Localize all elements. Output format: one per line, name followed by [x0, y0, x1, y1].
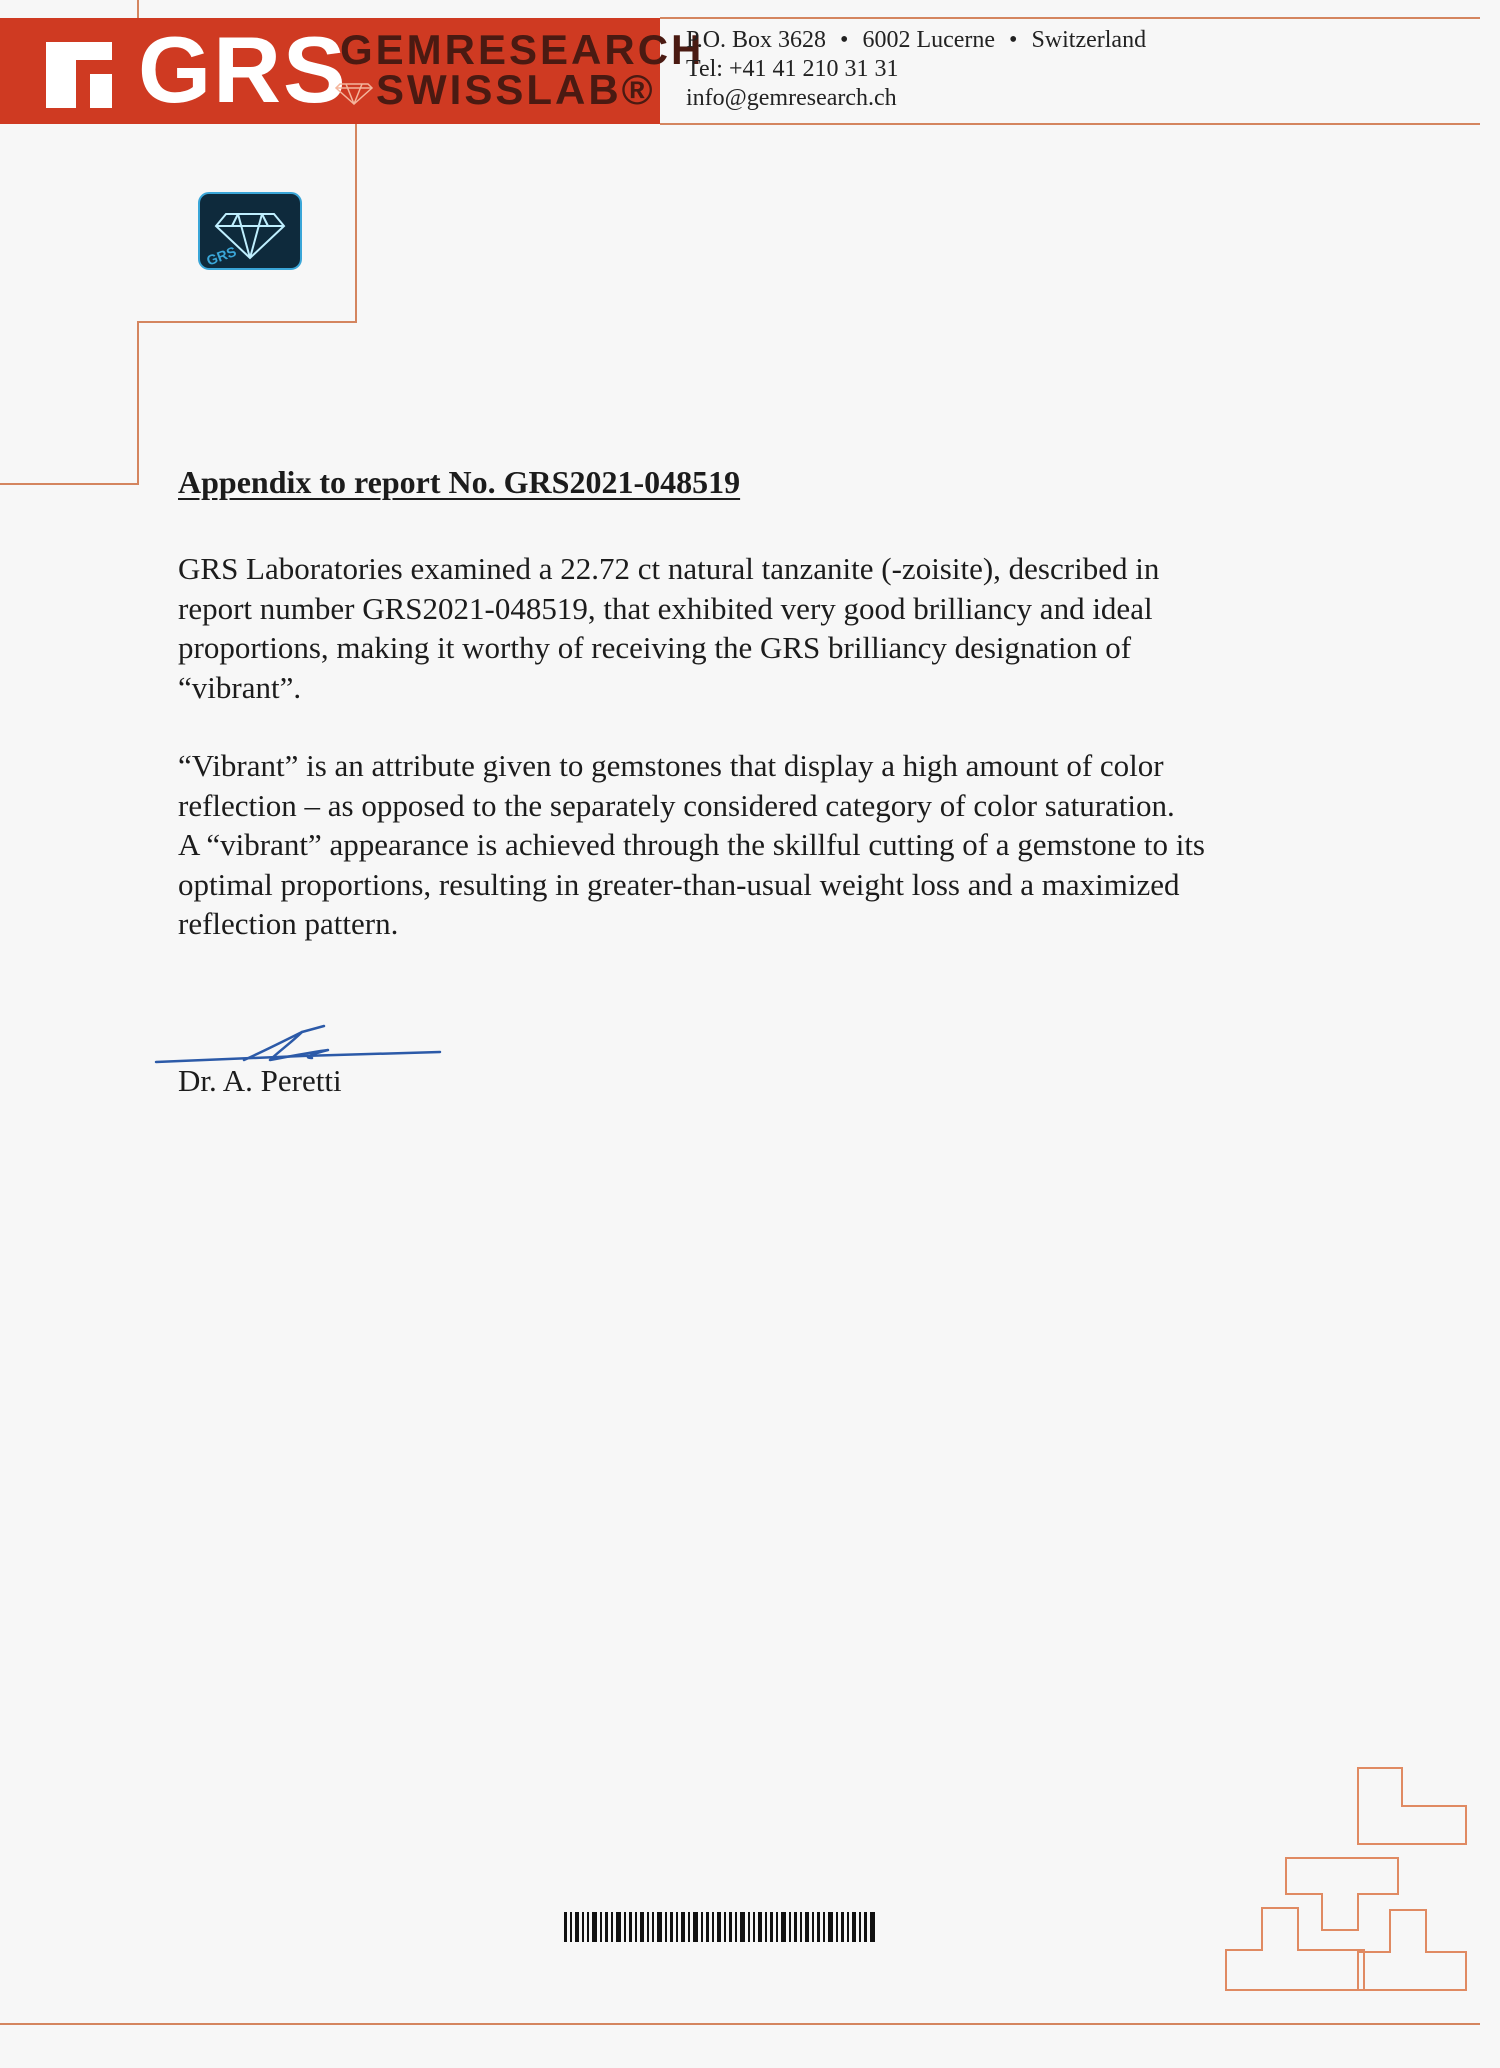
city: 6002 Lucerne [862, 27, 996, 53]
gem-icon [334, 76, 374, 106]
paragraph-line: reflection – as opposed to the separately considered category of color saturation. [178, 787, 1175, 823]
address-line [686, 26, 1146, 55]
document-title: Appendix to report No. GRS2021-048519 [178, 464, 741, 500]
diamond-hologram-icon [198, 192, 302, 270]
paragraph-line: GRS Laboratories examined a 22.72 ct natural tanzanite (-zoisite), described in [178, 551, 1160, 586]
paragraph-1 [178, 549, 1338, 707]
address-separator: • [840, 27, 849, 53]
paragraph-line: “vibrant”. [178, 669, 302, 705]
barcode-icon [564, 1912, 876, 1942]
hologram-text: GRS [204, 243, 239, 269]
brand-logo-text: GRS [138, 17, 348, 122]
telephone: Tel: +41 41 210 31 31 [686, 56, 899, 82]
paragraph-line: report number GRS2021-048519, that exhibited very good brilliancy and ideal [178, 590, 1153, 626]
signer-name: Dr. A. Peretti [178, 1063, 342, 1098]
email: info@gemresearch.ch [686, 85, 897, 111]
paragraph-2 [178, 746, 1338, 944]
address-separator: • [1009, 27, 1018, 53]
brand-name-line1: GEMRESEARCH [340, 26, 705, 73]
paragraph-line: reflection pattern. [178, 906, 399, 941]
brand-name-line2: SWISSLAB® [376, 66, 656, 113]
address-block [686, 26, 1146, 113]
paragraph-line: proportions, making it worthy of receiving the GRS brilliancy designation of [178, 630, 1132, 665]
po-box: P.O. Box 3628 [686, 27, 827, 53]
paragraph-line: “Vibrant” is an attribute given to gemstones that display a high amount of color [178, 748, 1164, 783]
paragraph-line: A “vibrant” appearance is achieved through the skillful cutting of a gemstone to its [178, 827, 1205, 862]
swiss-cross-icon [46, 42, 112, 108]
country: Switzerland [1031, 27, 1147, 53]
swiss-cross-motif-icon [1222, 1760, 1468, 1996]
paragraph-line: optimal proportions, resulting in greater-than-usual weight loss and a maximized [178, 866, 1180, 902]
